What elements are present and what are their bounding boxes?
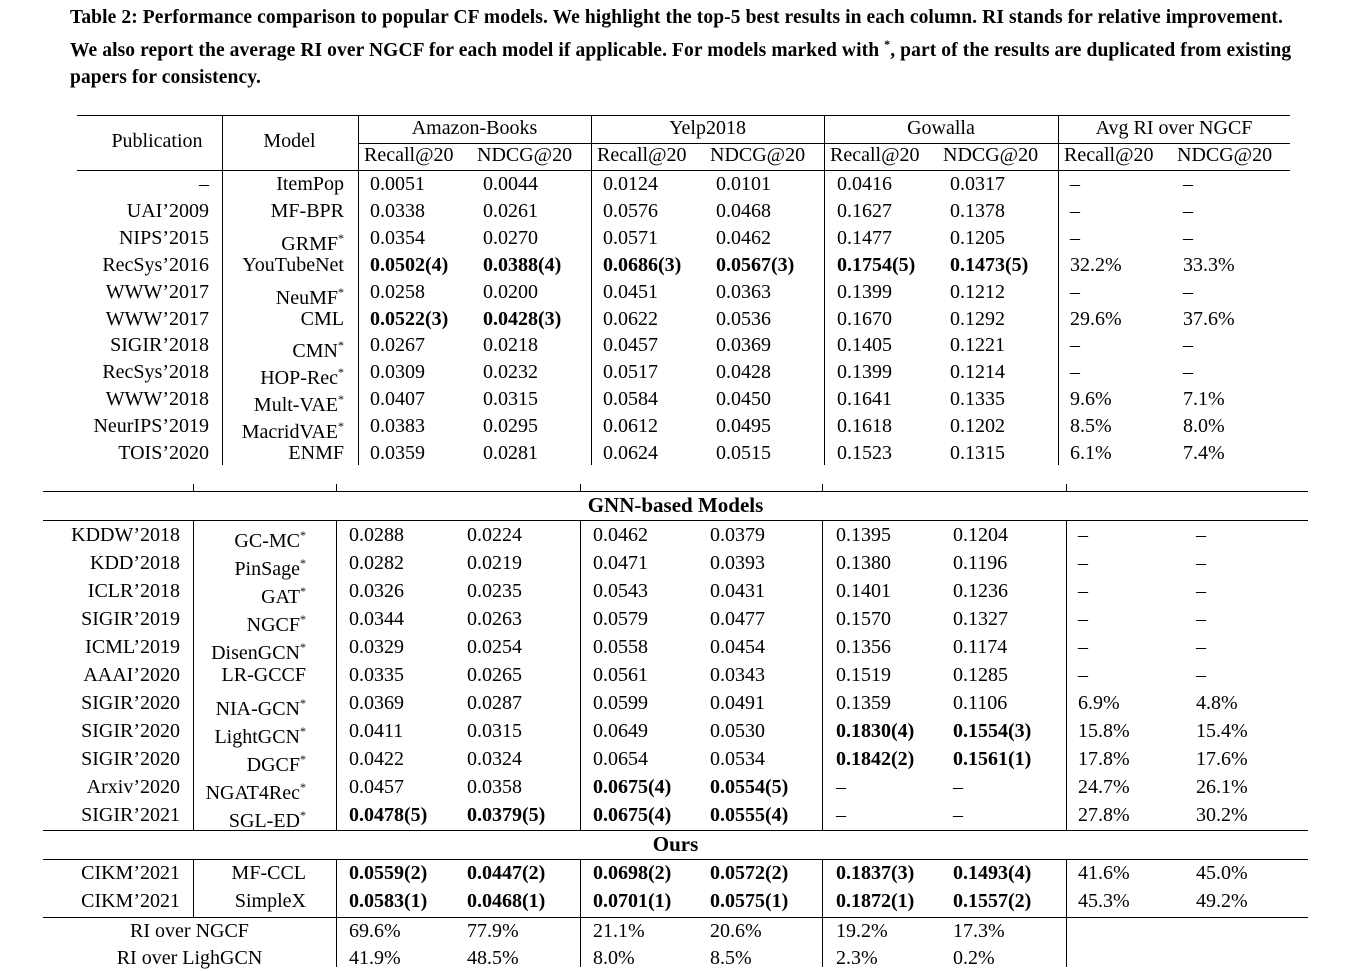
metric-value: 0.0454 — [710, 636, 765, 658]
metric-value: 0.0675(4) — [593, 776, 672, 798]
metric-value: 0.0579 — [593, 608, 648, 630]
metric-value: 0.0416 — [837, 173, 892, 195]
metric-value: 0.0315 — [483, 388, 538, 411]
metric-value: – — [1196, 580, 1206, 602]
row-model: YouTubeNet — [242, 253, 344, 276]
metric-value: – — [1196, 664, 1206, 686]
column-divider — [580, 484, 581, 491]
metric-value: – — [1070, 199, 1080, 222]
metric-value: 0.0200 — [483, 280, 538, 303]
metric-value: 0.0543 — [593, 580, 648, 602]
metric-value: 0.0571 — [603, 226, 658, 249]
row-model: HOP-Rec* — [260, 365, 344, 390]
metric-value: 0.0295 — [483, 415, 538, 438]
metric-value: 0.1837(3) — [836, 862, 915, 884]
metric-value: 0.0338 — [370, 199, 425, 222]
metric-value: 0.0554(5) — [710, 776, 789, 798]
header-metric: Recall@20 — [597, 144, 687, 166]
metric-value: 0.0263 — [467, 608, 522, 630]
metric-value: 0.0428 — [716, 361, 771, 384]
metric-value: 0.0309 — [370, 361, 425, 384]
metric-value: 9.6% — [1070, 388, 1112, 411]
metric-value: 0.0317 — [950, 173, 1005, 195]
metric-value: 0.0567(3) — [716, 253, 795, 276]
metric-value: 0.0522(3) — [370, 307, 449, 330]
header-group: Yelp2018 — [669, 117, 746, 139]
row-publication: WWW’2017 — [105, 280, 209, 303]
metric-value: 17.8% — [1078, 748, 1130, 770]
row-publication: SIGIR’2020 — [81, 748, 180, 770]
metric-value: 0.0219 — [467, 552, 522, 574]
metric-value: 41.6% — [1078, 862, 1130, 884]
metric-value: 7.4% — [1183, 442, 1225, 464]
metric-value: – — [1070, 334, 1080, 357]
metric-value: 0.1523 — [837, 442, 892, 464]
metric-value: 0.1842(2) — [836, 748, 915, 770]
metric-value: 0.0287 — [467, 692, 522, 714]
header-metric: NDCG@20 — [1177, 144, 1273, 166]
row-model: SimpleX — [234, 890, 306, 912]
metric-value: 0.1221 — [950, 334, 1005, 357]
row-model: MF-BPR — [270, 199, 344, 222]
metric-value: 33.3% — [1183, 253, 1235, 276]
metric-value: – — [1183, 334, 1193, 357]
metric-value: 0.1830(4) — [836, 720, 915, 742]
metric-value: – — [1078, 608, 1088, 630]
metric-value: 29.6% — [1070, 307, 1122, 330]
caption-label: Table 2: — [70, 7, 138, 28]
row-publication: RecSys’2018 — [102, 361, 209, 384]
metric-value: 0.0379(5) — [467, 804, 546, 826]
metric-value: – — [1078, 580, 1088, 602]
metric-value: 0.1359 — [836, 692, 891, 714]
metric-value: 0.0232 — [483, 361, 538, 384]
metric-value: 15.8% — [1078, 720, 1130, 742]
column-divider — [336, 859, 337, 917]
ri-value: 17.3% — [953, 920, 1005, 942]
metric-value: 0.1477 — [837, 226, 892, 249]
ri-value: 0.2% — [953, 947, 995, 969]
metric-value: 0.0324 — [467, 748, 522, 770]
ri-label: RI over LighGCN — [116, 947, 263, 969]
metric-value: – — [1196, 608, 1206, 630]
row-publication: NIPS’2015 — [118, 226, 209, 249]
column-divider — [822, 484, 823, 491]
metric-value: 0.0701(1) — [593, 890, 672, 912]
metric-value: 0.0051 — [370, 173, 425, 195]
column-divider — [336, 917, 337, 967]
metric-value: 0.1315 — [950, 442, 1005, 464]
row-publication: SIGIR’2020 — [81, 720, 180, 742]
metric-value: 26.1% — [1196, 776, 1248, 798]
metric-value: 0.0457 — [349, 776, 404, 798]
metric-value: 0.1380 — [836, 552, 891, 574]
metric-value: 0.0686(3) — [603, 253, 682, 276]
metric-value: 32.2% — [1070, 253, 1122, 276]
metric-value: 4.8% — [1196, 692, 1238, 714]
metric-value: 0.1554(3) — [953, 720, 1032, 742]
column-divider — [336, 520, 337, 830]
row-model: CMN* — [292, 338, 344, 363]
metric-value: 0.0561 — [593, 664, 648, 686]
metric-value: 0.0224 — [467, 524, 522, 546]
row-model: Mult-VAE* — [253, 392, 344, 417]
row-publication: – — [199, 173, 209, 195]
row-publication: ICML’2019 — [85, 636, 180, 658]
metric-value: 0.0471 — [593, 552, 648, 574]
metric-value: 0.0534 — [710, 748, 765, 770]
metric-value: 0.0258 — [370, 280, 425, 303]
row-model: NGCF* — [246, 612, 306, 636]
ri-value: 8.0% — [593, 947, 635, 969]
metric-value: 0.0468(1) — [467, 890, 546, 912]
metric-value: 0.0359 — [370, 442, 425, 464]
metric-value: – — [1196, 636, 1206, 658]
metric-value: 0.0335 — [349, 664, 404, 686]
row-publication: KDDW’2018 — [71, 524, 180, 546]
metric-value: 0.1174 — [953, 636, 1008, 658]
metric-value: 0.0515 — [716, 442, 771, 464]
row-model: LR-GCCF — [221, 664, 306, 686]
metric-value: 24.7% — [1078, 776, 1130, 798]
metric-value: – — [1078, 524, 1088, 546]
caption-text: Performance comparison to popular CF models. We highlight the top-5 best results in each column. RI stands for relative improvement. We also report the average RI over NGCF for each model if applicable. For models marked with — [70, 7, 1283, 61]
row-model: ItemPop — [276, 173, 344, 195]
metric-value: 8.5% — [1070, 415, 1112, 438]
metric-value: 0.0270 — [483, 226, 538, 249]
metric-value: – — [1183, 226, 1193, 249]
metric-value: 0.0451 — [603, 280, 658, 303]
row-model: GC-MC* — [234, 528, 306, 552]
ri-value: 8.5% — [710, 947, 752, 969]
metric-value: 0.0358 — [467, 776, 522, 798]
metric-value: 0.0468 — [716, 199, 771, 222]
metric-value: 0.1561(1) — [953, 748, 1032, 770]
metric-value: 0.0624 — [603, 442, 658, 464]
metric-value: 0.0288 — [349, 524, 404, 546]
metric-value: 45.0% — [1196, 862, 1248, 884]
metric-value: 0.0354 — [370, 226, 425, 249]
metric-value: 0.0124 — [603, 173, 658, 195]
metric-value: 0.1236 — [953, 580, 1008, 602]
ri-value: 69.6% — [349, 920, 401, 942]
metric-value: 0.1473(5) — [950, 253, 1029, 276]
ri-value: 21.1% — [593, 920, 645, 942]
row-model: NIA-GCN* — [215, 696, 306, 720]
header-metric: Recall@20 — [830, 144, 920, 166]
metric-value: 0.1335 — [950, 388, 1005, 411]
metric-value: 0.0495 — [716, 415, 771, 438]
header-metric: NDCG@20 — [477, 144, 573, 166]
metric-value: 0.0393 — [710, 552, 765, 574]
metric-value: 0.0411 — [349, 720, 404, 742]
metric-value: 30.2% — [1196, 804, 1248, 826]
row-model: CML — [300, 307, 344, 330]
metric-value: 0.1214 — [950, 361, 1005, 384]
metric-value: 0.0363 — [716, 280, 771, 303]
metric-value: – — [1183, 280, 1193, 303]
metric-value: 0.0383 — [370, 415, 425, 438]
row-model: SGL-ED* — [228, 808, 306, 832]
metric-value: 0.1395 — [836, 524, 891, 546]
row-publication: Arxiv’2020 — [86, 776, 180, 798]
metric-value: 0.0422 — [349, 748, 404, 770]
metric-value: – — [953, 804, 963, 826]
metric-value: 0.0369 — [716, 334, 771, 357]
row-model: NeuMF* — [275, 284, 344, 309]
row-publication: CIKM’2021 — [81, 890, 180, 912]
metric-value: 0.0612 — [603, 415, 658, 438]
section-title-ours: Ours — [652, 832, 699, 856]
metric-value: 0.0329 — [349, 636, 404, 658]
metric-value: 0.0491 — [710, 692, 765, 714]
metric-value: 0.1519 — [836, 664, 891, 686]
metric-value: 27.8% — [1078, 804, 1130, 826]
metric-value: 0.0254 — [467, 636, 522, 658]
metric-value: – — [953, 776, 963, 798]
metric-value: 0.0530 — [710, 720, 765, 742]
header-metric: NDCG@20 — [943, 144, 1039, 166]
metric-value: 0.0343 — [710, 664, 765, 686]
row-publication: SIGIR’2021 — [81, 804, 180, 826]
section-title-gnn: GNN-based Models — [587, 493, 764, 517]
metric-value: 0.1405 — [837, 334, 892, 357]
metric-value: – — [1070, 280, 1080, 303]
row-model: ENMF — [288, 442, 344, 464]
metric-value: 0.0536 — [716, 307, 771, 330]
row-model: DGCF* — [246, 752, 306, 776]
metric-value: 0.0369 — [349, 692, 404, 714]
metric-value: 0.0281 — [483, 442, 538, 464]
metric-value: 17.6% — [1196, 748, 1248, 770]
metric-value: 0.1618 — [837, 415, 892, 438]
metric-value: 0.0282 — [349, 552, 404, 574]
metric-value: 0.0654 — [593, 748, 648, 770]
ri-value: 41.9% — [349, 947, 401, 969]
metric-value: 0.1401 — [836, 580, 891, 602]
metric-value: 0.0447(2) — [467, 862, 546, 884]
metric-value: – — [1070, 173, 1080, 195]
metric-value: 0.0407 — [370, 388, 425, 411]
row-publication: SIGIR’2018 — [110, 334, 209, 357]
row-model: GRMF* — [281, 230, 344, 255]
row-publication: AAAI’2020 — [83, 664, 180, 686]
metric-value: 49.2% — [1196, 890, 1248, 912]
row-model: NGAT4Rec* — [205, 780, 306, 804]
metric-value: 6.9% — [1078, 692, 1120, 714]
row-model: LightGCN* — [214, 724, 306, 748]
metric-value: – — [1070, 226, 1080, 249]
metric-value: 0.0698(2) — [593, 862, 672, 884]
metric-value: 0.0457 — [603, 334, 658, 357]
metric-value: 0.0235 — [467, 580, 522, 602]
metric-value: 0.0044 — [483, 173, 538, 195]
ri-value: 77.9% — [467, 920, 519, 942]
metric-value: 0.1670 — [837, 307, 892, 330]
metric-value: 0.0583(1) — [349, 890, 428, 912]
metric-value: 0.1212 — [950, 280, 1005, 303]
metric-value: – — [836, 804, 846, 826]
metric-value: 0.0101 — [716, 173, 771, 195]
metric-value: 0.1205 — [950, 226, 1005, 249]
metric-value: 0.1493(4) — [953, 862, 1032, 884]
metric-value: 0.1399 — [837, 361, 892, 384]
row-publication: TOIS’2020 — [118, 442, 209, 464]
metric-value: – — [1183, 173, 1193, 195]
metric-value: 7.1% — [1183, 388, 1225, 411]
metric-value: 0.1285 — [953, 664, 1008, 686]
metric-value: 0.0517 — [603, 361, 658, 384]
row-model: MF-CCL — [231, 862, 306, 884]
metric-value: 0.0428(3) — [483, 307, 562, 330]
row-model: GAT* — [261, 584, 306, 608]
metric-value: 0.0584 — [603, 388, 658, 411]
metric-value: 0.0502(4) — [370, 253, 449, 276]
row-model: PinSage* — [234, 556, 306, 580]
header-group: Amazon-Books — [411, 117, 538, 139]
metric-value: 0.0559(2) — [349, 862, 428, 884]
metric-value: 0.1202 — [950, 415, 1005, 438]
metric-value: 0.0462 — [593, 524, 648, 546]
header-model: Model — [263, 130, 316, 152]
row-publication: UAI’2009 — [126, 199, 209, 222]
metric-value: 0.0462 — [716, 226, 771, 249]
metric-value: 15.4% — [1196, 720, 1248, 742]
row-publication: WWW’2018 — [105, 388, 209, 411]
row-publication: WWW’2017 — [105, 307, 209, 330]
metric-value: – — [1183, 361, 1193, 384]
metric-value: – — [1196, 524, 1206, 546]
metric-value: 0.1399 — [837, 280, 892, 303]
ri-label: RI over NGCF — [130, 920, 249, 942]
metric-value: 0.0379 — [710, 524, 765, 546]
row-publication: SIGIR’2020 — [81, 692, 180, 714]
ri-value: 19.2% — [836, 920, 888, 942]
caption-mark: * — [884, 37, 891, 51]
metric-value: 0.0478(5) — [349, 804, 428, 826]
row-publication: RecSys’2016 — [102, 253, 209, 276]
row-publication: KDD’2018 — [90, 552, 180, 574]
metric-value: 0.0267 — [370, 334, 425, 357]
metric-value: 0.1196 — [953, 552, 1008, 574]
metric-value: 37.6% — [1183, 307, 1235, 330]
metric-value: – — [1070, 361, 1080, 384]
metric-value: 0.1327 — [953, 608, 1008, 630]
metric-value: 8.0% — [1183, 415, 1225, 438]
metric-value: 0.0477 — [710, 608, 765, 630]
row-publication: SIGIR’2019 — [81, 608, 180, 630]
column-divider — [1066, 484, 1067, 491]
metric-value: – — [1196, 552, 1206, 574]
header-metric: Recall@20 — [364, 144, 454, 166]
row-publication: CIKM’2021 — [81, 862, 180, 884]
metric-value: – — [836, 776, 846, 798]
column-divider — [193, 484, 194, 491]
metric-value: 0.0344 — [349, 608, 404, 630]
metric-value: – — [1078, 636, 1088, 658]
metric-value: 0.0555(4) — [710, 804, 789, 826]
row-publication: ICLR’2018 — [87, 580, 180, 602]
metric-value: 6.1% — [1070, 442, 1112, 464]
caption-text-end: , part of the results are duplicated from existing papers for consistency. — [70, 40, 1292, 88]
metric-value: – — [1183, 199, 1193, 222]
metric-value: 0.0572(2) — [710, 862, 789, 884]
header-group: Avg RI over NGCF — [1095, 117, 1253, 139]
ri-value: 20.6% — [710, 920, 762, 942]
metric-value: 0.0261 — [483, 199, 538, 222]
metric-value: 0.0675(4) — [593, 804, 672, 826]
metric-value: 0.1627 — [837, 199, 892, 222]
metric-value: 0.1754(5) — [837, 253, 916, 276]
metric-value: 0.0450 — [716, 388, 771, 411]
metric-value: 0.1292 — [950, 307, 1005, 330]
metric-value: 0.0575(1) — [710, 890, 789, 912]
column-divider — [358, 115, 359, 465]
metric-value: 0.1106 — [953, 692, 1008, 714]
metric-value: 0.1872(1) — [836, 890, 915, 912]
column-divider — [336, 484, 337, 491]
metric-value: 45.3% — [1078, 890, 1130, 912]
metric-value: – — [1078, 552, 1088, 574]
metric-value: 0.1356 — [836, 636, 891, 658]
metric-value: 0.1641 — [837, 388, 892, 411]
metric-value: 0.1378 — [950, 199, 1005, 222]
section-rule — [43, 520, 1308, 521]
metric-value: 0.1557(2) — [953, 890, 1032, 912]
metric-value: 0.0649 — [593, 720, 648, 742]
metric-value: 0.0218 — [483, 334, 538, 357]
table-caption — [70, 4, 1302, 91]
metric-value: 0.0431 — [710, 580, 765, 602]
metric-value: 0.0326 — [349, 580, 404, 602]
row-model: MacridVAE* — [241, 419, 344, 444]
metric-value: 0.0388(4) — [483, 253, 562, 276]
row-model: DisenGCN* — [211, 640, 306, 664]
metric-value: 0.1570 — [836, 608, 891, 630]
metric-value: 0.1204 — [953, 524, 1008, 546]
row-publication: NeurIPS’2019 — [93, 415, 209, 438]
metric-value: 0.0599 — [593, 692, 648, 714]
header-metric: Recall@20 — [1064, 144, 1154, 166]
metric-value: 0.0315 — [467, 720, 522, 742]
metric-value: 0.0622 — [603, 307, 658, 330]
metric-value: 0.0576 — [603, 199, 658, 222]
header-publication: Publication — [111, 130, 203, 152]
header-metric: NDCG@20 — [710, 144, 806, 166]
ri-value: 2.3% — [836, 947, 878, 969]
ri-value: 48.5% — [467, 947, 519, 969]
metric-value: 0.0558 — [593, 636, 648, 658]
metric-value: – — [1078, 664, 1088, 686]
metric-value: 0.0265 — [467, 664, 522, 686]
header-group: Gowalla — [907, 117, 975, 139]
